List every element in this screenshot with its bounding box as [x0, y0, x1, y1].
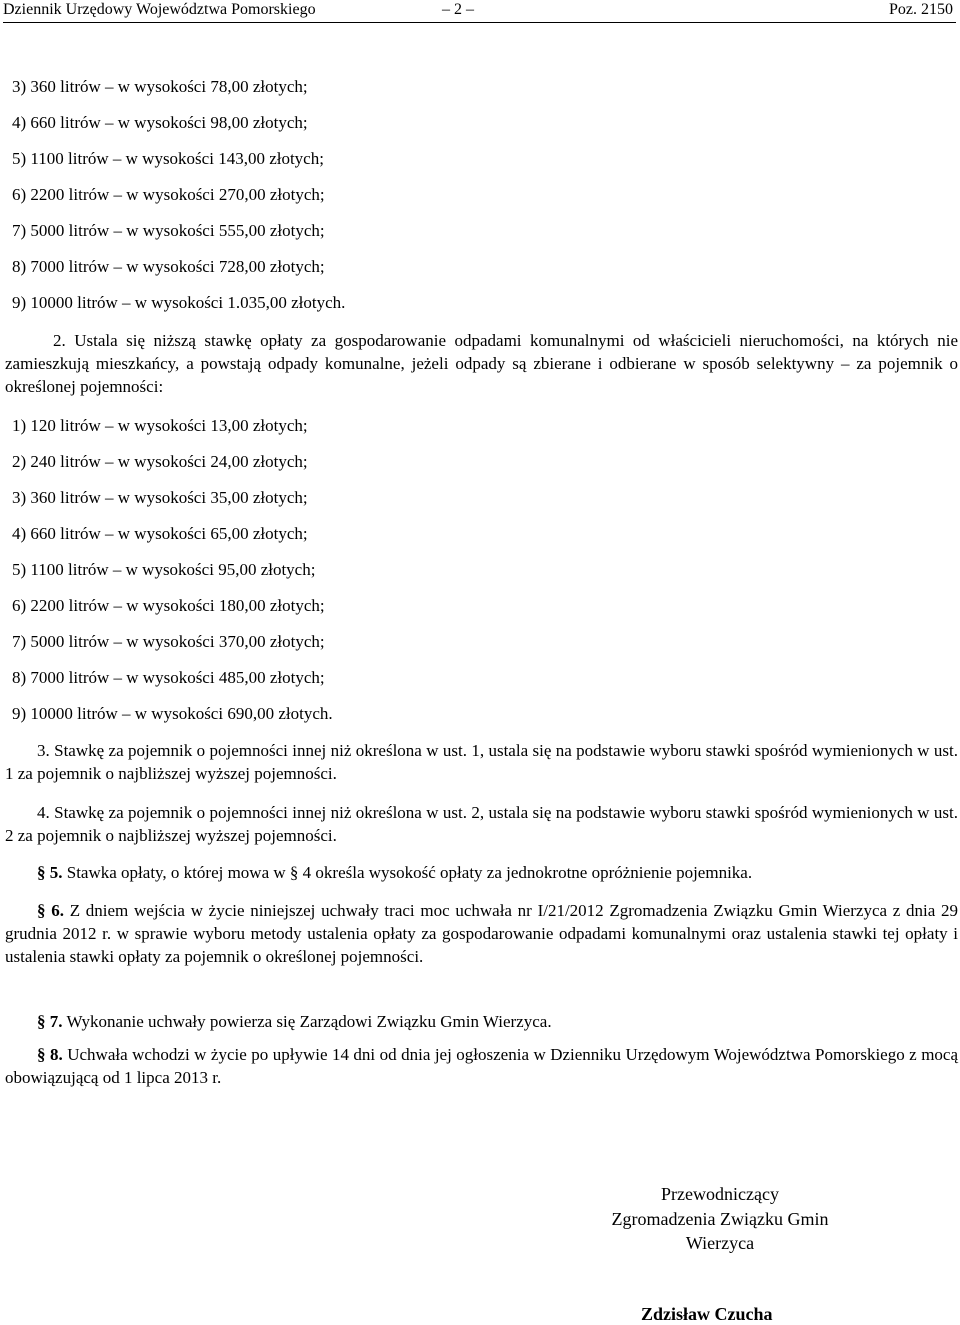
section-7-number: § 7. — [37, 1012, 63, 1031]
page-number: – 2 – — [442, 1, 474, 18]
list-item: 5) 1100 litrów – w wysokości 143,00 złotych; — [12, 149, 324, 168]
section-7 — [5, 1010, 958, 1033]
section-6 — [5, 899, 958, 968]
list-item: 6) 2200 litrów – w wysokości 270,00 złotych; — [12, 185, 325, 204]
signatory-name: Zdzisław Czucha — [641, 1304, 773, 1324]
list-item: 4) 660 litrów – w wysokości 65,00 złotych; — [12, 524, 308, 543]
list-item: 7) 5000 litrów – w wysokości 555,00 złotych; — [12, 221, 325, 240]
list-item: 5) 1100 litrów – w wysokości 95,00 złotych; — [12, 560, 316, 579]
section-5-number: § 5. — [37, 863, 63, 882]
list-item: 6) 2200 litrów – w wysokości 180,00 złotych; — [12, 596, 325, 615]
paragraph-4: 4. Stawkę za pojemnik o pojemności innej niż określona w ust. 2, ustala się na podstawie wyboru stawki spośród wymienionych w ust. 2 za pojemnik o najbliższej wyższej pojemności. — [5, 803, 958, 845]
position-number: Poz. 2150 — [889, 1, 953, 18]
list-item: 9) 10000 litrów – w wysokości 690,00 złotych. — [12, 704, 333, 723]
section-6-text: Z dniem wejścia w życie niniejszej uchwały traci moc uchwała nr I/21/2012 Zgromadzenia Związku Gmin Wierzyca z dnia 29 grudnia 2012 r. w sprawie wyboru metody ustalenia opłaty za gospodarowanie odpadami komunalnymi oraz ustalenia stawki tej opłaty i ustalenia stawki opłaty za pojemnik o określonej pojemności. — [5, 901, 959, 966]
section-6-number: § 6. — [37, 901, 64, 920]
page-header — [3, 0, 956, 23]
list-item: 1) 120 litrów – w wysokości 13,00 złotych; — [12, 416, 308, 435]
section-8-text: Uchwała wchodzi w życie po upływie 14 dni od dnia jej ogłoszenia w Dzienniku Urzędowym Województwa Pomorskiego z mocą obowiązującą od 1 lipca 2013 r. — [5, 1045, 959, 1087]
list-item: 3) 360 litrów – w wysokości 78,00 złotych; — [12, 77, 308, 96]
journal-title: Dziennik Urzędowy Województwa Pomorskiego — [3, 1, 316, 18]
signature-organization-cont: Wierzyca — [685, 1233, 755, 1253]
signature-block — [580, 1182, 860, 1256]
section-8 — [5, 1043, 958, 1089]
section-7-text: Wykonanie uchwały powierza się Zarządowi Związku Gmin Wierzyca. — [66, 1012, 552, 1031]
list-item: 9) 10000 litrów – w wysokości 1.035,00 złotych. — [12, 293, 346, 312]
section-8-number: § 8. — [37, 1045, 63, 1064]
list-item: 4) 660 litrów – w wysokości 98,00 złotych; — [12, 113, 308, 132]
signature-title: Przewodniczący — [661, 1184, 779, 1204]
list-item: 8) 7000 litrów – w wysokości 485,00 złotych; — [12, 668, 325, 687]
list-item: 7) 5000 litrów – w wysokości 370,00 złotych; — [12, 632, 325, 651]
paragraph-2: 2. Ustala się niższą stawkę opłaty za gospodarowanie odpadami komunalnymi od właścicieli nieruchomości, na których nie zamieszkują mieszkańcy, a powstają odpady komunalne, jeżeli odpady są zbierane i odbierane w sposób selektywny – za pojemnik o określonej pojemności: — [5, 331, 958, 396]
signature-organization: Zgromadzenia Związku Gmin — [611, 1208, 829, 1229]
section-5 — [5, 861, 958, 884]
paragraph-3: 3. Stawkę za pojemnik o pojemności innej niż określona w ust. 1, ustala się na podstawie wyboru stawki spośród wymienionych w ust. 1 za pojemnik o najbliższej wyższej pojemności. — [5, 741, 958, 783]
list-item: 2) 240 litrów – w wysokości 24,00 złotych; — [12, 452, 308, 471]
section-5-text: Stawka opłaty, o której mowa w § 4 określa wysokość opłaty za jednokrotne opróżnienie pojemnika. — [66, 863, 753, 882]
list-item: 3) 360 litrów – w wysokości 35,00 złotych; — [12, 488, 308, 507]
list-item: 8) 7000 litrów – w wysokości 728,00 złotych; — [12, 257, 325, 276]
